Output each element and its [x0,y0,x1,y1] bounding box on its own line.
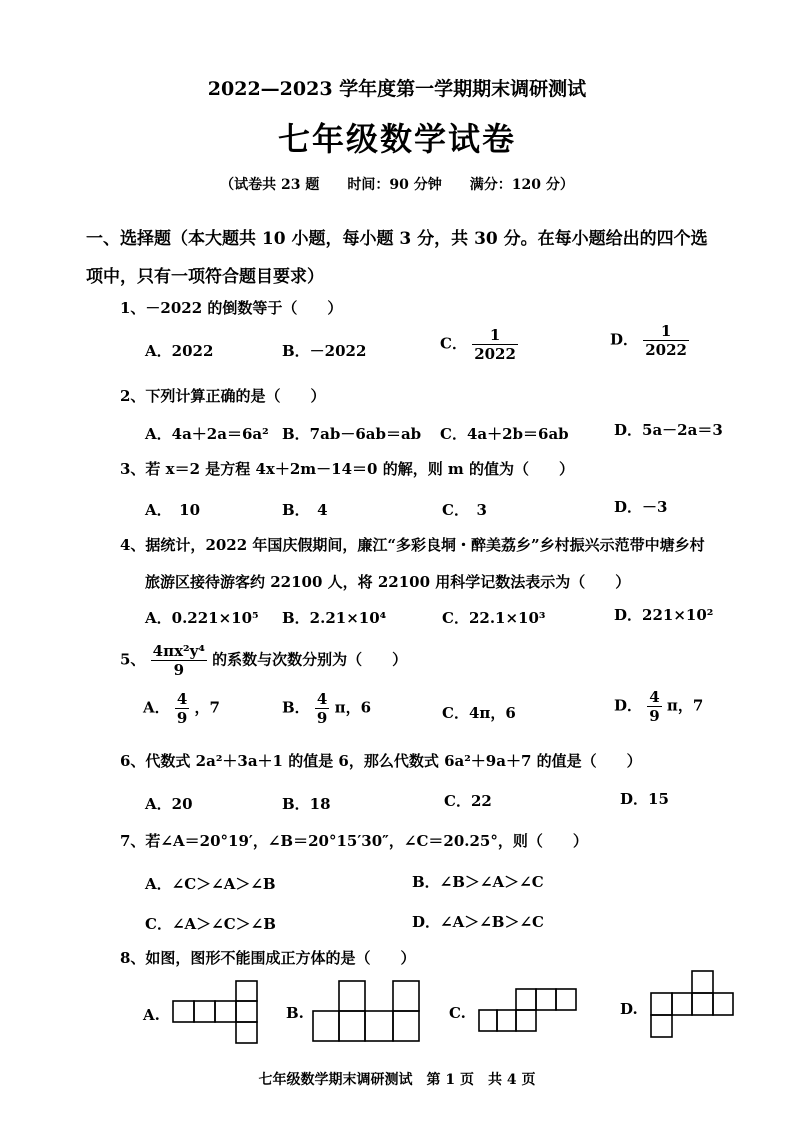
net-c-square [536,989,556,1010]
section-heading-line1: 一、选择题（本大题共 10 小题，每小题 3 分，共 30 分。在每小题给出的四个选 [86,229,708,249]
q5-b-denominator: 9 [316,709,328,727]
net-d-square [672,993,692,1015]
q5-option-a-label: A． [143,698,170,717]
q8-option-c-net-figure [478,988,578,1034]
q2-option-b: B．7ab－6ab＝ab [282,425,422,443]
q5-b-numerator: 4 [316,690,328,708]
net-c-square [556,989,576,1010]
exam-title: 2022—2023 学年度第一学期期末调研测试 [207,78,587,100]
net-d-square [713,993,733,1015]
section-heading-line2: 项中，只有一项符合题目要求） [86,267,324,287]
q1-c-denominator: 2022 [474,345,516,363]
net-a-square [236,1001,257,1022]
net-d-square [651,1015,672,1037]
q3-option-d: D．－3 [614,498,668,516]
q3-option-b: B． 4 [282,501,328,519]
q1-option-d-label: D． [610,330,639,349]
q1-option-d [610,322,689,359]
q5-option-a [143,690,220,727]
q5-option-d [614,688,703,725]
q1-c-numerator: 1 [489,326,501,344]
net-b-square [339,1011,365,1041]
net-d-square [692,993,713,1015]
q7-option-d: D．∠A＞∠B＞∠C [412,913,544,931]
q8-option-c-label: C. [449,1004,466,1022]
q5-number: 5、 [120,650,146,669]
q5-option-b-fraction [315,690,329,727]
q5-option-b-rest: π，6 [334,698,372,717]
q6-option-b: B．18 [282,795,331,813]
q7-option-c: C．∠A＞∠C＞∠B [145,915,276,933]
q8-option-a-net-figure [172,980,260,1044]
question-7-stem: 7、若∠A＝20°19′，∠B＝20°15′30″，∠C＝20.25°，则（ ） [120,832,588,850]
q7-option-a: A．∠C＞∠A＞∠B [145,875,276,893]
q5-option-d-fraction [647,688,661,725]
q4-option-d: D．221×10² [614,606,714,624]
question-6-stem: 6、代数式 2a²＋3a＋1 的值是 6，那么代数式 6a²＋9a＋7 的值是（ ） [120,752,642,770]
net-a-square [194,1001,215,1022]
q1-option-a: A．2022 [145,342,214,360]
q5-option-d-rest: π，7 [666,696,704,715]
question-8-stem: 8、如图，图形不能围成正方体的是（ ） [120,949,416,967]
q3-option-a: A． 10 [145,501,201,519]
q7-option-b: B．∠B＞∠A＞∠C [412,873,544,891]
net-d-square [651,993,672,1015]
q1-option-c-label: C． [440,334,467,353]
q1-option-d-fraction [643,322,689,359]
q6-option-d: D．15 [620,790,669,808]
net-d-square [692,971,713,993]
q5-option-a-fraction [175,690,189,727]
q8-option-b-net-figure [312,980,422,1044]
q5-a-denominator: 9 [176,709,188,727]
q5-a-numerator: 4 [176,690,188,708]
q5-option-d-label: D． [614,696,643,715]
net-a-square [173,1001,194,1022]
q8-option-b-label: B. [286,1004,304,1022]
q8-option-d-net-figure [650,970,734,1040]
net-a-square [236,1022,257,1043]
question-1-stem: 1、－2022 的倒数等于（ ） [120,299,343,317]
net-a-square [236,981,257,1001]
exam-info: （试卷共 23 题 时间：90 分钟 满分：120 分） [220,177,574,193]
question-4-stem-line2: 旅游区接待游客约 22100 人，将 22100 用科学记数法表示为（ ） [145,573,631,591]
q1-option-c [440,326,518,363]
q1-d-denominator: 2022 [645,341,687,359]
net-c-square [497,1010,516,1031]
q5-expression-numerator: 4πx²y⁴ [152,642,205,660]
net-c-square [516,989,536,1010]
q2-option-c: C．4a＋2b＝6ab [440,425,569,443]
q8-option-a-label: A. [143,1006,160,1024]
q6-option-c: C．22 [444,792,492,810]
q4-option-b: B．2.21×10⁴ [282,609,387,627]
q3-option-c: C． 3 [442,501,487,519]
question-2-stem: 2、下列计算正确的是（ ） [120,387,326,405]
q5-option-b-label: B． [282,698,310,717]
net-b-square [313,1011,339,1041]
q5-expression-fraction [151,642,207,679]
q1-d-numerator: 1 [660,322,672,340]
q5-d-numerator: 4 [649,688,660,706]
net-b-square [393,981,419,1011]
exam-subtitle: 七年级数学试卷 [277,120,516,158]
net-b-square [339,981,365,1011]
q5-d-denominator: 9 [649,707,660,725]
q5-expression-denominator: 9 [151,660,207,679]
q1-option-c-fraction [472,326,518,363]
q2-option-d: D．5a－2a＝3 [614,421,723,439]
question-3-stem: 3、若 x＝2 是方程 4x＋2m－14＝0 的解，则 m 的值为（ ） [120,460,575,478]
q5-stem-rest: 的系数与次数分别为（ ） [212,650,408,669]
net-c-square [479,1010,497,1031]
net-a-square [215,1001,236,1022]
q5-option-b [282,690,371,727]
q4-option-a: A．0.221×10⁵ [145,609,259,627]
q1-option-b: B．－2022 [282,342,367,360]
q2-option-a: A．4a＋2a＝6a² [145,425,269,443]
question-4-stem-line1: 4、据统计，2022 年国庆假期间，廉江“多彩良垌・醉美荔乡”乡村振兴示范带中塘乡村 [120,536,705,554]
net-b-square [393,1011,419,1041]
q5-option-c: C．4π，6 [442,704,516,722]
q8-option-d-label: D. [620,1000,638,1018]
q6-option-a: A．20 [145,795,193,813]
q5-option-a-rest: ，7 [194,698,220,717]
page-footer: 七年级数学期末调研测试 第 1 页 共 4 页 [258,1072,536,1088]
question-5-stem [120,642,407,679]
net-b-square [365,1011,393,1041]
q4-option-c: C．22.1×10³ [442,609,546,627]
net-c-square [516,1010,536,1031]
